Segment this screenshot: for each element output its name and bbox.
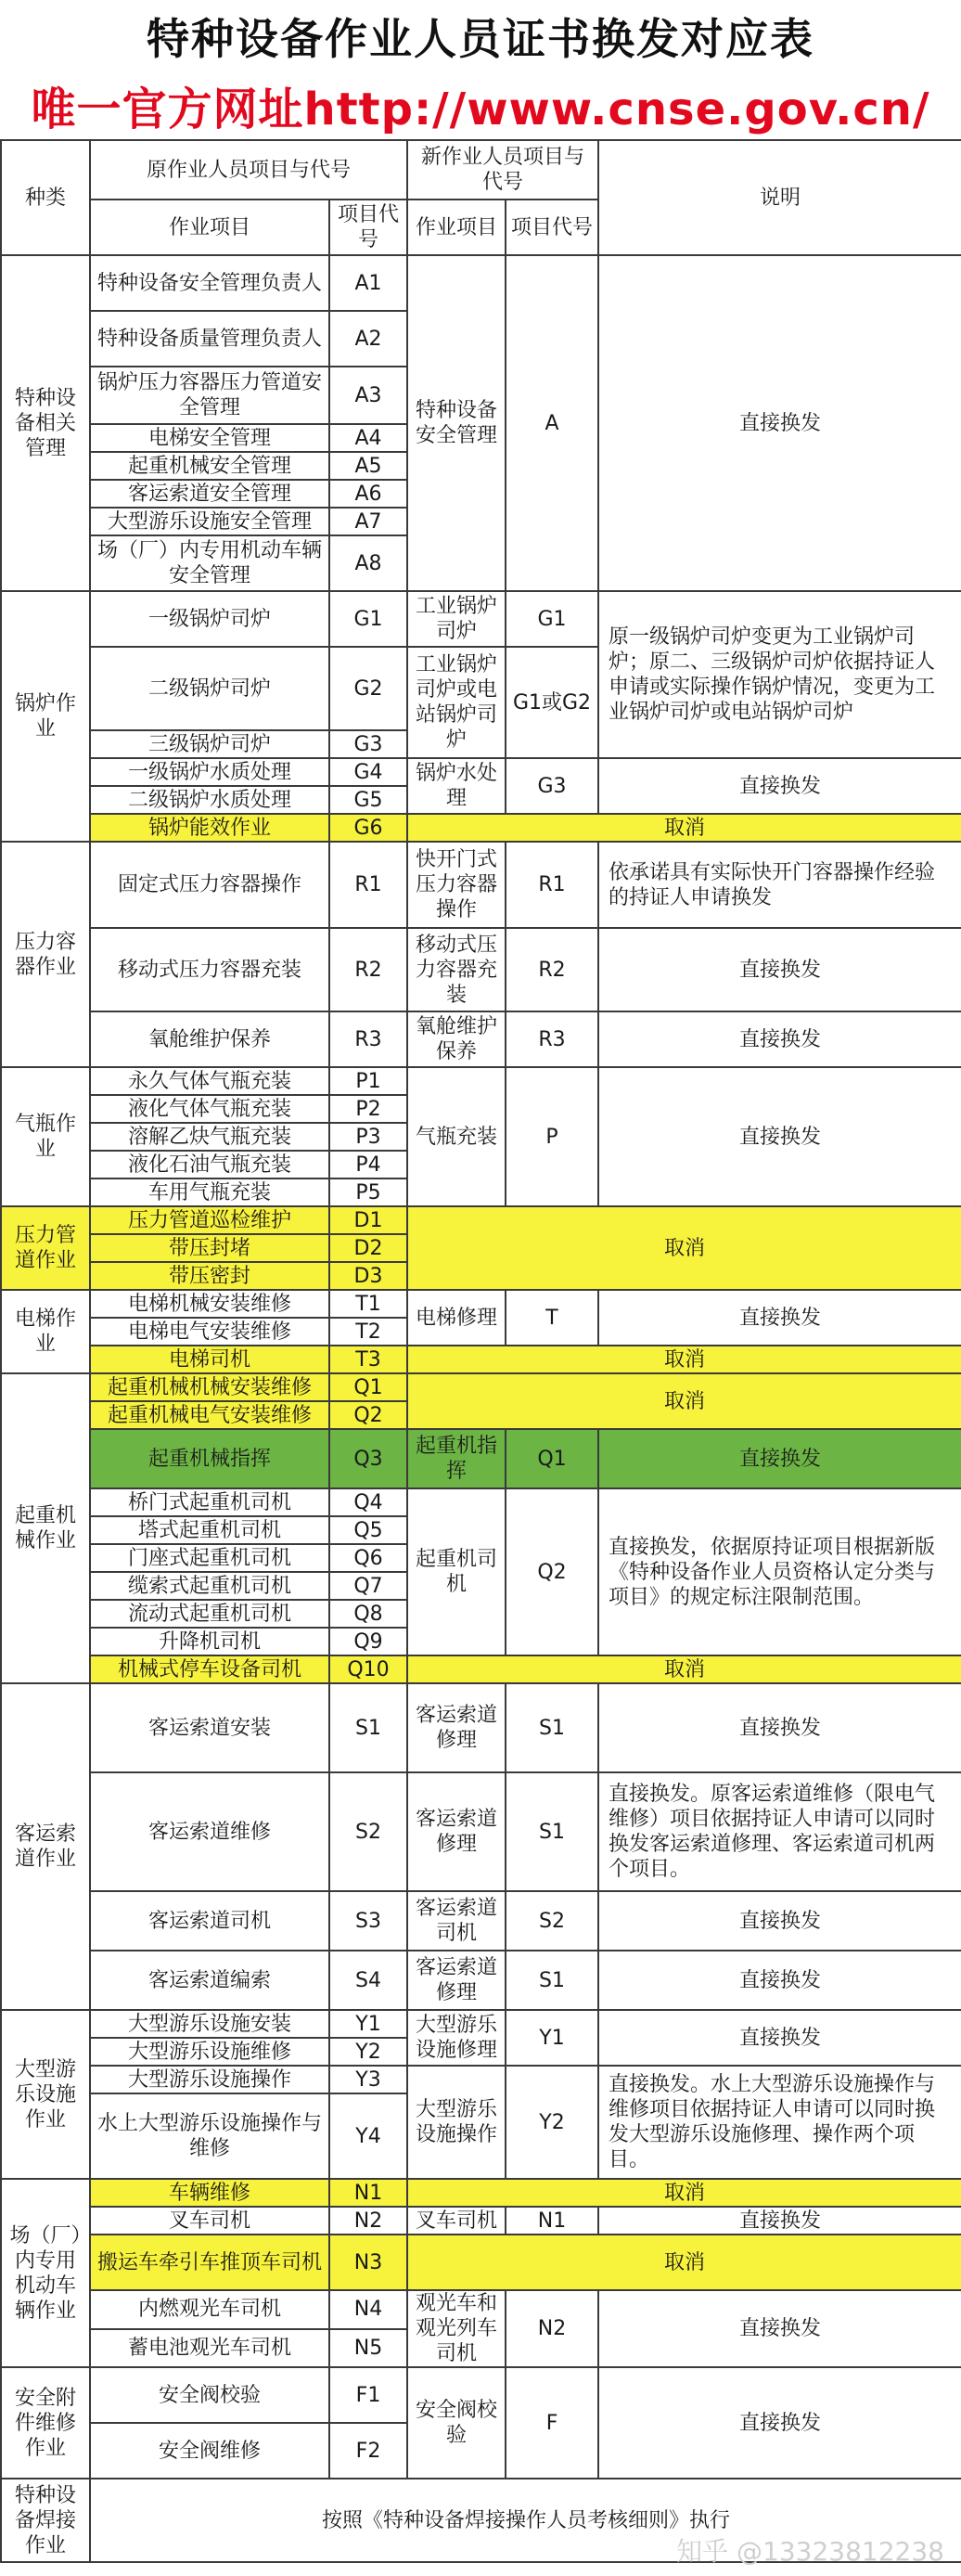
new-item: 叉车司机 — [407, 2207, 506, 2235]
old-code: R3 — [329, 1011, 407, 1067]
old-item: 塔式起重机司机 — [90, 1516, 329, 1544]
old-code: Q5 — [329, 1516, 407, 1544]
old-code: N2 — [329, 2207, 407, 2235]
old-item: 特种设备质量管理负责人 — [90, 311, 329, 367]
old-code: Q7 — [329, 1572, 407, 1600]
note-cell: 取消 — [407, 2235, 961, 2290]
old-code: N3 — [329, 2235, 407, 2290]
old-item: 起重机械安全管理 — [90, 452, 329, 480]
new-item: 快开门式压力容器操作 — [407, 842, 506, 928]
old-item: 电梯电气安装维修 — [90, 1318, 329, 1346]
old-item: 固定式压力容器操作 — [90, 842, 329, 928]
watermark: 知乎 @13323812238 — [676, 2536, 944, 2567]
old-code: G5 — [329, 786, 407, 814]
old-item: 安全阀维修 — [90, 2423, 329, 2479]
note-cell: 直接换发 — [598, 1951, 961, 2010]
old-item: 起重机械机械安装维修 — [90, 1373, 329, 1401]
header-category: 种类 — [1, 140, 90, 255]
old-item: 客运索道维修 — [90, 1772, 329, 1891]
old-item: 带压封堵 — [90, 1234, 329, 1262]
old-item: 流动式起重机司机 — [90, 1600, 329, 1628]
old-code: G2 — [329, 647, 407, 730]
note-cell: 直接换发 — [598, 2290, 961, 2367]
new-code: G1或G2 — [506, 647, 598, 758]
old-code: G6 — [329, 814, 407, 842]
new-item: 大型游乐设施操作 — [407, 2066, 506, 2179]
note-cell: 取消 — [407, 1206, 961, 1290]
old-code: A5 — [329, 452, 407, 480]
old-code: Q1 — [329, 1373, 407, 1401]
header-new-code: 项目代号 — [506, 200, 598, 255]
old-item: 升降机司机 — [90, 1628, 329, 1655]
new-code: Y1 — [506, 2010, 598, 2066]
old-code: R1 — [329, 842, 407, 928]
new-item: 锅炉水处理 — [407, 758, 506, 814]
old-item: 桥门式起重机司机 — [90, 1488, 329, 1516]
note-cell: 直接换发。原客运索道维修（限电气维修）项目依据持证人申请可以同时换发客运索道修理、客运索道司机两个项目。 — [598, 1772, 961, 1891]
new-code: R1 — [506, 842, 598, 928]
old-item: 氧舱维护保养 — [90, 1011, 329, 1067]
old-code: G4 — [329, 758, 407, 786]
header-old-group: 原作业人员项目与代号 — [90, 140, 407, 200]
old-code: P5 — [329, 1179, 407, 1206]
old-item: 门座式起重机司机 — [90, 1544, 329, 1572]
note-cell: 直接换发 — [598, 758, 961, 814]
note-cell: 按照《特种设备焊接操作人员考核细则》执行 — [90, 2479, 961, 2562]
note-cell: 原一级锅炉司炉变更为工业锅炉司炉；原二、三级锅炉司炉依据持证人申请或实际操作锅炉情况，变更为工业锅炉司炉或电站锅炉司炉 — [598, 591, 961, 758]
category-cell: 起重机械作业 — [1, 1373, 90, 1683]
category-cell: 客运索道作业 — [1, 1683, 90, 2010]
page-title: 特种设备作业人员证书换发对应表 — [147, 14, 814, 64]
category-cell: 锅炉作业 — [1, 591, 90, 842]
old-item: 大型游乐设施操作 — [90, 2066, 329, 2093]
old-code: A1 — [329, 255, 407, 311]
category-cell: 气瓶作业 — [1, 1067, 90, 1206]
old-item: 起重机械电气安装维修 — [90, 1401, 329, 1429]
old-code: Q4 — [329, 1488, 407, 1516]
old-code: Y4 — [329, 2093, 407, 2179]
old-code: S3 — [329, 1891, 407, 1951]
old-item: 蓄电池观光车司机 — [90, 2329, 329, 2368]
note-cell: 直接换发。水上大型游乐设施操作与维修项目依据持证人申请可以同时换发大型游乐设施修理、操作两个项目。 — [598, 2066, 961, 2179]
old-item: 液化气体气瓶充装 — [90, 1095, 329, 1123]
new-code: R3 — [506, 1011, 598, 1067]
note-cell: 取消 — [407, 1373, 961, 1429]
note-cell: 直接换发 — [598, 1067, 961, 1206]
old-code: F1 — [329, 2367, 407, 2423]
new-item: 移动式压力容器充装 — [407, 928, 506, 1011]
note-cell: 直接换发 — [598, 255, 961, 591]
old-item: 客运索道编索 — [90, 1951, 329, 2010]
new-item: 工业锅炉司炉或电站锅炉司炉 — [407, 647, 506, 758]
old-code: Y3 — [329, 2066, 407, 2093]
mapping-table — [0, 139, 961, 2563]
new-item: 特种设备安全管理 — [407, 255, 506, 591]
old-code: P4 — [329, 1151, 407, 1179]
old-item: 搬运车牵引车推顶车司机 — [90, 2235, 329, 2290]
new-code: Q1 — [506, 1429, 598, 1488]
old-code: S4 — [329, 1951, 407, 2010]
new-code: A — [506, 255, 598, 591]
old-code: D1 — [329, 1206, 407, 1234]
old-item: 客运索道安装 — [90, 1683, 329, 1772]
note-cell: 直接换发，依据原持证项目根据新版《特种设备作业人员资格认定分类与项目》的规定标注限制范围。 — [598, 1488, 961, 1655]
old-code: Q8 — [329, 1600, 407, 1628]
header-old-item: 作业项目 — [90, 200, 329, 255]
old-item: 溶解乙炔气瓶充装 — [90, 1123, 329, 1151]
old-code: T2 — [329, 1318, 407, 1346]
old-code: G3 — [329, 730, 407, 758]
old-item: 场（厂）内专用机动车辆安全管理 — [90, 535, 329, 591]
old-code: D3 — [329, 1262, 407, 1290]
old-code: A2 — [329, 311, 407, 367]
new-code: G1 — [506, 591, 598, 647]
new-item: 工业锅炉司炉 — [407, 591, 506, 647]
note-cell: 取消 — [407, 1346, 961, 1373]
new-code: N2 — [506, 2290, 598, 2367]
note-cell: 直接换发 — [598, 2207, 961, 2235]
old-code: Y1 — [329, 2010, 407, 2038]
old-code: A8 — [329, 535, 407, 591]
old-code: Q6 — [329, 1544, 407, 1572]
old-item: 电梯机械安装维修 — [90, 1290, 329, 1318]
category-cell: 电梯作业 — [1, 1290, 90, 1373]
new-item: 安全阀校验 — [407, 2367, 506, 2479]
old-item: 锅炉能效作业 — [90, 814, 329, 842]
old-code: Q9 — [329, 1628, 407, 1655]
old-item: 一级锅炉司炉 — [90, 591, 329, 647]
note-cell: 直接换发 — [598, 1683, 961, 1772]
old-code: S2 — [329, 1772, 407, 1891]
old-item: 大型游乐设施安全管理 — [90, 508, 329, 535]
old-code: A6 — [329, 480, 407, 508]
old-code: T1 — [329, 1290, 407, 1318]
new-item: 氧舱维护保养 — [407, 1011, 506, 1067]
new-code: R2 — [506, 928, 598, 1011]
official-url: 唯一官方网址http://www.cnse.gov.cn/ — [31, 83, 930, 135]
new-code: T — [506, 1290, 598, 1346]
category-cell: 特种设备焊接作业 — [1, 2479, 90, 2562]
old-code: G1 — [329, 591, 407, 647]
new-code: S1 — [506, 1772, 598, 1891]
header-new-item: 作业项目 — [407, 200, 506, 255]
new-code: Y2 — [506, 2066, 598, 2179]
old-code: P2 — [329, 1095, 407, 1123]
old-item: 二级锅炉水质处理 — [90, 786, 329, 814]
header-old-code: 项目代号 — [329, 200, 407, 255]
old-code: S1 — [329, 1683, 407, 1772]
note-cell: 直接换发 — [598, 1290, 961, 1346]
note-cell: 取消 — [407, 814, 961, 842]
old-code: A7 — [329, 508, 407, 535]
new-code: S2 — [506, 1891, 598, 1951]
old-item: 车用气瓶充装 — [90, 1179, 329, 1206]
old-item: 移动式压力容器充装 — [90, 928, 329, 1011]
old-item: 压力管道巡检维护 — [90, 1206, 329, 1234]
old-code: N4 — [329, 2290, 407, 2329]
new-item: 起重机指挥 — [407, 1429, 506, 1488]
old-item: 大型游乐设施维修 — [90, 2038, 329, 2066]
old-item: 带压密封 — [90, 1262, 329, 1290]
old-item: 安全阀校验 — [90, 2367, 329, 2423]
new-code: N1 — [506, 2207, 598, 2235]
old-item: 液化石油气瓶充装 — [90, 1151, 329, 1179]
old-item: 特种设备安全管理负责人 — [90, 255, 329, 311]
old-item: 大型游乐设施安装 — [90, 2010, 329, 2038]
note-cell: 依承诺具有实际快开门容器操作经验的持证人申请换发 — [598, 842, 961, 928]
note-cell: 取消 — [407, 1655, 961, 1683]
old-code: T3 — [329, 1346, 407, 1373]
header-new-group: 新作业人员项目与代号 — [407, 140, 598, 200]
header-note: 说明 — [598, 140, 961, 255]
old-item: 叉车司机 — [90, 2207, 329, 2235]
old-item: 车辆维修 — [90, 2179, 329, 2207]
new-item: 客运索道修理 — [407, 1772, 506, 1891]
new-code: S1 — [506, 1951, 598, 2010]
category-cell: 压力容器作业 — [1, 842, 90, 1067]
old-code: P3 — [329, 1123, 407, 1151]
new-code: G3 — [506, 758, 598, 814]
old-code: P1 — [329, 1067, 407, 1095]
note-cell: 直接换发 — [598, 1891, 961, 1951]
old-item: 客运索道司机 — [90, 1891, 329, 1951]
old-item: 起重机械指挥 — [90, 1429, 329, 1488]
new-code: P — [506, 1067, 598, 1206]
old-item: 锅炉压力容器压力管道安全管理 — [90, 367, 329, 424]
old-code: Q3 — [329, 1429, 407, 1488]
new-item: 起重机司机 — [407, 1488, 506, 1655]
old-item: 二级锅炉司炉 — [90, 647, 329, 730]
new-item: 观光车和观光列车司机 — [407, 2290, 506, 2367]
category-cell: 特种设备相关管理 — [1, 255, 90, 591]
old-item: 内燃观光车司机 — [90, 2290, 329, 2329]
new-code: F — [506, 2367, 598, 2479]
old-code: Q10 — [329, 1655, 407, 1683]
category-cell: 安全附件维修作业 — [1, 2367, 90, 2479]
old-code: N5 — [329, 2329, 407, 2368]
note-cell: 直接换发 — [598, 2367, 961, 2479]
new-code: S1 — [506, 1683, 598, 1772]
old-item: 电梯司机 — [90, 1346, 329, 1373]
note-cell: 直接换发 — [598, 928, 961, 1011]
old-item: 缆索式起重机司机 — [90, 1572, 329, 1600]
old-code: Y2 — [329, 2038, 407, 2066]
note-cell: 直接换发 — [598, 1011, 961, 1067]
old-item: 电梯安全管理 — [90, 424, 329, 452]
note-cell: 直接换发 — [598, 2010, 961, 2066]
new-item: 气瓶充装 — [407, 1067, 506, 1206]
old-item: 水上大型游乐设施操作与维修 — [90, 2093, 329, 2179]
category-cell: 大型游乐设施作业 — [1, 2010, 90, 2179]
old-code: D2 — [329, 1234, 407, 1262]
category-cell: 压力管道作业 — [1, 1206, 90, 1290]
old-item: 永久气体气瓶充装 — [90, 1067, 329, 1095]
new-item: 大型游乐设施修理 — [407, 2010, 506, 2066]
new-item: 客运索道司机 — [407, 1891, 506, 1951]
new-item: 电梯修理 — [407, 1290, 506, 1346]
old-code: A3 — [329, 367, 407, 424]
old-item: 三级锅炉司炉 — [90, 730, 329, 758]
new-code: Q2 — [506, 1488, 598, 1655]
note-cell: 取消 — [407, 2179, 961, 2207]
old-item: 机械式停车设备司机 — [90, 1655, 329, 1683]
new-item: 客运索道修理 — [407, 1683, 506, 1772]
old-code: Q2 — [329, 1401, 407, 1429]
new-item: 客运索道修理 — [407, 1951, 506, 2010]
old-code: A4 — [329, 424, 407, 452]
old-item: 一级锅炉水质处理 — [90, 758, 329, 786]
old-item: 客运索道安全管理 — [90, 480, 329, 508]
old-code: N1 — [329, 2179, 407, 2207]
old-code: F2 — [329, 2423, 407, 2479]
old-code: R2 — [329, 928, 407, 1011]
note-cell: 直接换发 — [598, 1429, 961, 1488]
category-cell: 场（厂）内专用机动车辆作业 — [1, 2179, 90, 2367]
